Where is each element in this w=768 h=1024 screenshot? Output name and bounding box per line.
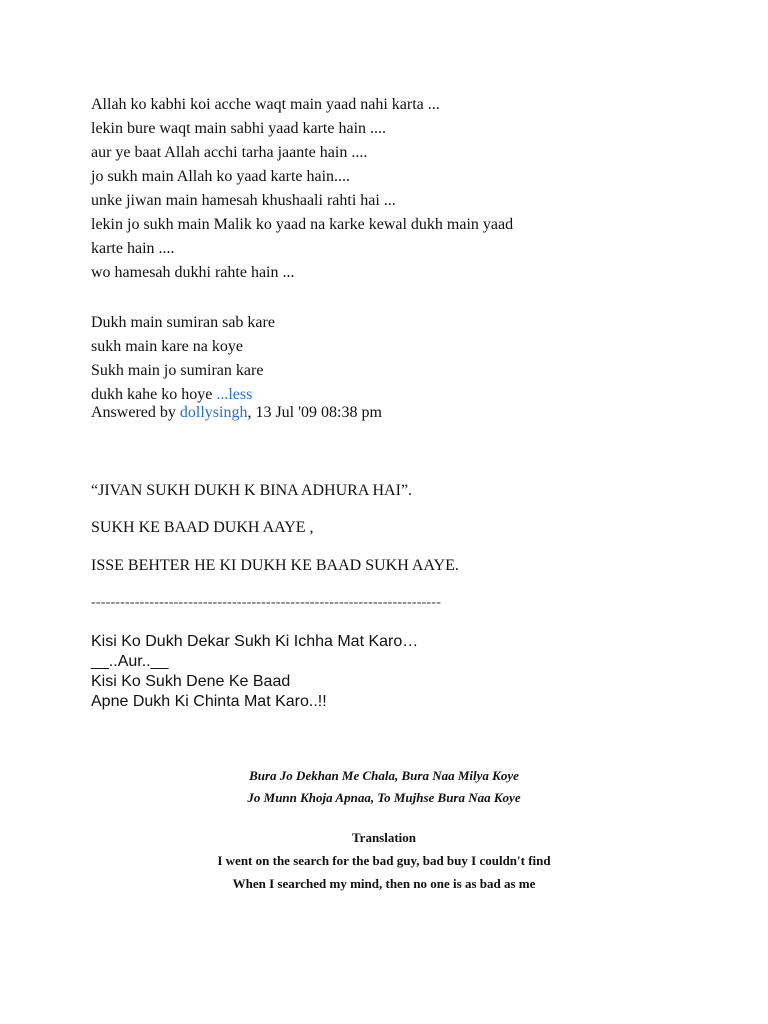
text-line: Allah ko kabhi koi acche waqt main yaad nahi karta ... — [91, 96, 440, 113]
answered-prefix: Answered by — [91, 404, 180, 421]
answer-paragraph — [91, 93, 691, 285]
text-line: lekin bure waqt main sabhi yaad karte hain .... — [91, 120, 387, 137]
caps-line: SUKH KE BAAD DUKH AAYE , — [91, 519, 314, 536]
text-line: Dukh main sumiran sab kare — [91, 314, 275, 331]
text-line: __..Aur..__ — [91, 653, 169, 670]
couplet-line: Jo Munn Khoja Apnaa, To Mujhse Bura Naa Koye — [247, 790, 521, 805]
author-link[interactable]: dollysingh — [179, 404, 248, 421]
text-line: jo sukh main Allah ko yaad karte hain.... — [91, 168, 351, 185]
doha-verse — [91, 311, 691, 407]
translation-line: I went on the search for the bad guy, bad buy I couldn't find — [217, 853, 551, 868]
text-line: lekin jo sukh main Malik ko yaad na karke kewal dukh main yaad — [91, 216, 514, 233]
text-line: Kisi Ko Sukh Dene Ke Baad — [91, 673, 291, 690]
caps-line: “JIVAN SUKH DUKH K BINA ADHURA HAI”. — [91, 482, 413, 499]
text-line: wo hamesah dukhi rahte hain ... — [91, 264, 295, 281]
answered-date: , 13 Jul '09 08:38 pm — [247, 404, 382, 421]
answered-by-line — [91, 401, 382, 425]
text-line: Sukh main jo sumiran kare — [91, 362, 264, 379]
translation-heading: Translation — [351, 830, 417, 845]
divider-dashes: ------------------------------------------------------------------------ — [91, 595, 442, 610]
text-line: Kisi Ko Dukh Dekar Sukh Ki Ichha Mat Karo… — [91, 633, 419, 650]
couplet-line: Bura Jo Dekhan Me Chala, Bura Naa Milya Koye — [249, 768, 519, 783]
text-line-content: dukh kahe ko hoye — [91, 386, 217, 403]
text-line: sukh main kare na koye — [91, 338, 243, 355]
text-line: Apne Dukh Ki Chinta Mat Karo..!! — [91, 693, 327, 710]
quote-block — [91, 632, 418, 712]
text-line: karte hain .... — [91, 240, 175, 257]
text-line: aur ye baat Allah acchi tarha jaante hain .... — [91, 144, 368, 161]
less-link[interactable]: ...less — [216, 386, 253, 403]
translation-line: When I searched my mind, then no one is as bad as me — [232, 876, 536, 891]
caps-line: ISSE BEHTER HE KI DUKH KE BAAD SUKH AAYE. — [91, 557, 459, 574]
text-line: unke jiwan main hamesah khushaali rahti hai ... — [91, 192, 396, 209]
